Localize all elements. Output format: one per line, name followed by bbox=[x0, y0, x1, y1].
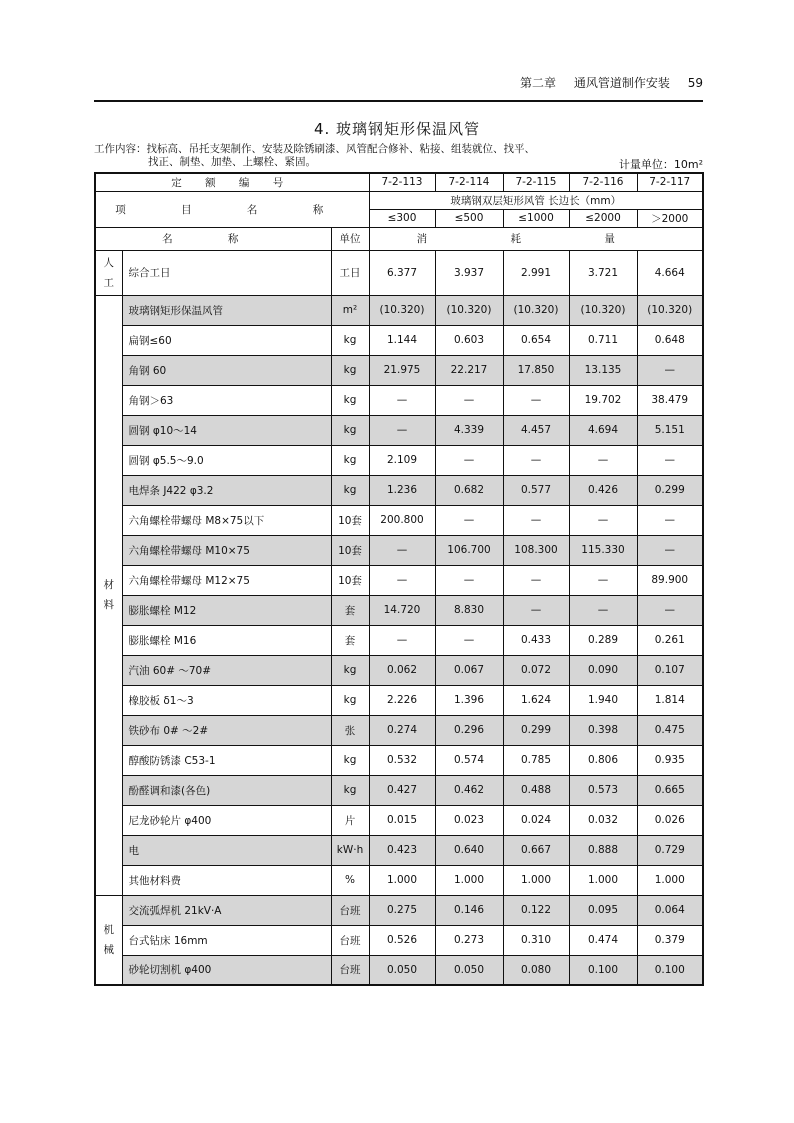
material-row bbox=[95, 385, 703, 415]
value-cell: 200.800 bbox=[369, 505, 435, 535]
value-cell: 1.000 bbox=[503, 865, 569, 895]
value-cell: 0.667 bbox=[503, 835, 569, 865]
page-number: 59 bbox=[687, 76, 703, 90]
material-row bbox=[95, 775, 703, 805]
value-cell: 0.299 bbox=[637, 475, 703, 505]
size-cell: ＞2000 bbox=[637, 209, 703, 227]
value-cell: 0.100 bbox=[569, 955, 637, 985]
item-name: 六角螺栓带螺母 M8×75以下 bbox=[122, 505, 331, 535]
value-cell: 0.122 bbox=[503, 895, 569, 925]
value-cell: 0.379 bbox=[637, 925, 703, 955]
material-row bbox=[95, 565, 703, 595]
value-cell: 3.721 bbox=[569, 250, 637, 295]
value-cell: — bbox=[637, 595, 703, 625]
item-name: 交流弧焊机 21kV·A bbox=[122, 895, 331, 925]
item-unit: 张 bbox=[331, 715, 369, 745]
value-cell: 0.296 bbox=[435, 715, 503, 745]
value-cell: 4.339 bbox=[435, 415, 503, 445]
value-cell: 0.573 bbox=[569, 775, 637, 805]
item-unit: kg bbox=[331, 445, 369, 475]
machine-row bbox=[95, 925, 703, 955]
value-cell: — bbox=[569, 595, 637, 625]
item-unit: 10套 bbox=[331, 535, 369, 565]
item-unit: 套 bbox=[331, 595, 369, 625]
value-cell: 1.000 bbox=[569, 865, 637, 895]
item-name: 电焊条 J422 φ3.2 bbox=[122, 475, 331, 505]
column-header-row bbox=[95, 227, 703, 250]
value-cell: 108.300 bbox=[503, 535, 569, 565]
item-unit: kg bbox=[331, 685, 369, 715]
value-cell: 0.064 bbox=[637, 895, 703, 925]
value-cell: 0.640 bbox=[435, 835, 503, 865]
value-cell: 4.664 bbox=[637, 250, 703, 295]
item-unit: 10套 bbox=[331, 565, 369, 595]
value-cell: 13.135 bbox=[569, 355, 637, 385]
material-row bbox=[95, 295, 703, 325]
item-name: 汽油 60# ～70# bbox=[122, 655, 331, 685]
value-cell: 0.275 bbox=[369, 895, 435, 925]
labor-row bbox=[95, 250, 703, 295]
item-unit: kg bbox=[331, 415, 369, 445]
value-cell: 38.479 bbox=[637, 385, 703, 415]
size-cell: ≤300 bbox=[369, 209, 435, 227]
material-row bbox=[95, 625, 703, 655]
value-cell: 0.023 bbox=[435, 805, 503, 835]
item-name: 铁砂布 0# ～2# bbox=[122, 715, 331, 745]
value-cell: (10.320) bbox=[435, 295, 503, 325]
item-unit: kg bbox=[331, 355, 369, 385]
value-cell: 0.062 bbox=[369, 655, 435, 685]
value-cell: 0.067 bbox=[435, 655, 503, 685]
item-name: 六角螺栓带螺母 M12×75 bbox=[122, 565, 331, 595]
value-cell: 3.937 bbox=[435, 250, 503, 295]
item-name: 砂轮切割机 φ400 bbox=[122, 955, 331, 985]
item-unit: % bbox=[331, 865, 369, 895]
machine-row bbox=[95, 955, 703, 985]
item-unit: kg bbox=[331, 655, 369, 685]
item-unit: 10套 bbox=[331, 505, 369, 535]
value-cell: 1.236 bbox=[369, 475, 435, 505]
value-cell: 0.532 bbox=[369, 745, 435, 775]
chapter-label: 第二章 bbox=[520, 76, 557, 90]
value-cell: 22.217 bbox=[435, 355, 503, 385]
value-cell: 0.289 bbox=[569, 625, 637, 655]
value-cell: 0.603 bbox=[435, 325, 503, 355]
value-cell: — bbox=[503, 565, 569, 595]
value-cell: 21.975 bbox=[369, 355, 435, 385]
value-cell: 0.665 bbox=[637, 775, 703, 805]
value-cell: — bbox=[637, 355, 703, 385]
value-cell: 1.000 bbox=[435, 865, 503, 895]
item-name: 橡胶板 δ1～3 bbox=[122, 685, 331, 715]
value-cell: 0.050 bbox=[369, 955, 435, 985]
item-name: 膨胀螺栓 M16 bbox=[122, 625, 331, 655]
value-cell: 2.226 bbox=[369, 685, 435, 715]
size-cell: ≤1000 bbox=[503, 209, 569, 227]
item-unit: kg bbox=[331, 325, 369, 355]
value-cell: 1.144 bbox=[369, 325, 435, 355]
item-name: 其他材料费 bbox=[122, 865, 331, 895]
value-cell: 0.935 bbox=[637, 745, 703, 775]
item-name: 六角螺栓带螺母 M10×75 bbox=[122, 535, 331, 565]
value-cell: 0.080 bbox=[503, 955, 569, 985]
value-cell: — bbox=[369, 565, 435, 595]
quota-code: 7-2-113 bbox=[369, 173, 435, 191]
item-unit: kg bbox=[331, 385, 369, 415]
value-cell: — bbox=[369, 415, 435, 445]
value-cell: 1.814 bbox=[637, 685, 703, 715]
value-cell: — bbox=[369, 625, 435, 655]
item-name: 电 bbox=[122, 835, 331, 865]
item-unit: 片 bbox=[331, 805, 369, 835]
header-rule bbox=[94, 100, 703, 102]
item-unit: 台班 bbox=[331, 925, 369, 955]
value-cell: — bbox=[435, 385, 503, 415]
value-cell: 0.273 bbox=[435, 925, 503, 955]
work-content-line-2: 找正、制垫、加垫、上螺栓、紧固。 bbox=[148, 156, 316, 168]
value-cell: 17.850 bbox=[503, 355, 569, 385]
item-name: 膨胀螺栓 M12 bbox=[122, 595, 331, 625]
value-cell: 0.072 bbox=[503, 655, 569, 685]
value-cell: — bbox=[569, 505, 637, 535]
value-cell: 0.100 bbox=[637, 955, 703, 985]
quota-code: 7-2-116 bbox=[569, 173, 637, 191]
material-row bbox=[95, 655, 703, 685]
value-cell: 2.991 bbox=[503, 250, 569, 295]
value-cell: 8.830 bbox=[435, 595, 503, 625]
machine-row bbox=[95, 895, 703, 925]
value-cell: (10.320) bbox=[637, 295, 703, 325]
value-cell: 0.299 bbox=[503, 715, 569, 745]
value-cell: — bbox=[503, 385, 569, 415]
col-name-header: 名 称 bbox=[95, 227, 331, 250]
value-cell: 0.682 bbox=[435, 475, 503, 505]
value-cell: 0.310 bbox=[503, 925, 569, 955]
value-cell: 0.474 bbox=[569, 925, 637, 955]
value-cell: 1.000 bbox=[637, 865, 703, 895]
value-cell: 0.024 bbox=[503, 805, 569, 835]
material-row bbox=[95, 715, 703, 745]
measurement-unit: 计量单位：10m² bbox=[618, 158, 703, 171]
value-cell: 14.720 bbox=[369, 595, 435, 625]
item-name: 酚醛调和漆(各色) bbox=[122, 775, 331, 805]
material-row bbox=[95, 535, 703, 565]
value-cell: (10.320) bbox=[569, 295, 637, 325]
value-cell: 0.785 bbox=[503, 745, 569, 775]
value-cell: 2.109 bbox=[369, 445, 435, 475]
value-cell: — bbox=[503, 505, 569, 535]
material-row bbox=[95, 595, 703, 625]
size-cell: ≤500 bbox=[435, 209, 503, 227]
item-unit: 工日 bbox=[331, 250, 369, 295]
value-cell: 0.146 bbox=[435, 895, 503, 925]
value-cell: 1.624 bbox=[503, 685, 569, 715]
value-cell: 0.090 bbox=[569, 655, 637, 685]
item-name: 综合工日 bbox=[122, 250, 331, 295]
quota-code-row bbox=[95, 173, 703, 191]
value-cell: 19.702 bbox=[569, 385, 637, 415]
material-row bbox=[95, 505, 703, 535]
material-row bbox=[95, 415, 703, 445]
value-cell: 0.274 bbox=[369, 715, 435, 745]
value-cell: 0.488 bbox=[503, 775, 569, 805]
value-cell: 0.015 bbox=[369, 805, 435, 835]
value-cell: — bbox=[503, 595, 569, 625]
value-cell: 106.700 bbox=[435, 535, 503, 565]
value-cell: 6.377 bbox=[369, 250, 435, 295]
item-unit: kg bbox=[331, 775, 369, 805]
labor-category: 人工 bbox=[95, 250, 122, 295]
machine-category: 机械 bbox=[95, 895, 122, 985]
value-cell: 0.433 bbox=[503, 625, 569, 655]
material-row bbox=[95, 475, 703, 505]
value-cell: 0.032 bbox=[569, 805, 637, 835]
value-cell: — bbox=[369, 385, 435, 415]
value-cell: 0.574 bbox=[435, 745, 503, 775]
value-cell: 0.423 bbox=[369, 835, 435, 865]
quota-table bbox=[94, 172, 704, 986]
value-cell: 0.398 bbox=[569, 715, 637, 745]
item-name: 玻璃钢矩形保温风管 bbox=[122, 295, 331, 325]
quota-code: 7-2-117 bbox=[637, 173, 703, 191]
value-cell: 0.475 bbox=[637, 715, 703, 745]
material-row bbox=[95, 865, 703, 895]
value-cell: 1.940 bbox=[569, 685, 637, 715]
value-cell: 0.577 bbox=[503, 475, 569, 505]
value-cell: 1.396 bbox=[435, 685, 503, 715]
item-name: 醇酸防锈漆 C53-1 bbox=[122, 745, 331, 775]
item-name-label: 项 目 名 称 bbox=[95, 191, 369, 227]
item-name: 角钢＞63 bbox=[122, 385, 331, 415]
value-cell: — bbox=[569, 445, 637, 475]
material-row bbox=[95, 745, 703, 775]
item-unit: m² bbox=[331, 295, 369, 325]
work-content bbox=[94, 143, 703, 169]
item-unit: 台班 bbox=[331, 895, 369, 925]
material-row bbox=[95, 325, 703, 355]
value-cell: 0.095 bbox=[569, 895, 637, 925]
value-cell: — bbox=[435, 565, 503, 595]
item-name: 圆钢 φ5.5～9.0 bbox=[122, 445, 331, 475]
item-name: 台式钻床 16mm bbox=[122, 925, 331, 955]
item-unit: kg bbox=[331, 745, 369, 775]
item-unit: 台班 bbox=[331, 955, 369, 985]
item-name: 尼龙砂轮片 φ400 bbox=[122, 805, 331, 835]
item-name: 扁钢≤60 bbox=[122, 325, 331, 355]
item-unit: 套 bbox=[331, 625, 369, 655]
item-name: 圆钢 φ10～14 bbox=[122, 415, 331, 445]
material-row bbox=[95, 835, 703, 865]
value-cell: 89.900 bbox=[637, 565, 703, 595]
col-consumption-header: 消 耗 量 bbox=[369, 227, 703, 250]
value-cell: 0.711 bbox=[569, 325, 637, 355]
material-row bbox=[95, 685, 703, 715]
item-unit: kg bbox=[331, 475, 369, 505]
value-cell: — bbox=[637, 445, 703, 475]
chapter-title: 通风管道制作安装 bbox=[573, 76, 670, 90]
section-title: 4. 玻璃钢矩形保温风管 bbox=[313, 120, 481, 138]
value-cell: 5.151 bbox=[637, 415, 703, 445]
value-cell: 115.330 bbox=[569, 535, 637, 565]
item-name: 角钢 60 bbox=[122, 355, 331, 385]
value-cell: 0.026 bbox=[637, 805, 703, 835]
value-cell: — bbox=[637, 535, 703, 565]
page-header bbox=[94, 74, 703, 98]
quota-label: 定 额 编 号 bbox=[95, 173, 369, 191]
material-row bbox=[95, 805, 703, 835]
value-cell: 0.462 bbox=[435, 775, 503, 805]
value-cell: — bbox=[435, 625, 503, 655]
item-desc-row bbox=[95, 191, 703, 209]
item-description: 玻璃钢双层矩形风管 长边长（mm） bbox=[369, 191, 703, 209]
value-cell: 0.526 bbox=[369, 925, 435, 955]
value-cell: 0.654 bbox=[503, 325, 569, 355]
value-cell: 0.107 bbox=[637, 655, 703, 685]
material-category: 材料 bbox=[95, 295, 122, 895]
value-cell: 0.050 bbox=[435, 955, 503, 985]
work-content-line-1: 工作内容：找标高、吊托支架制作、安装及除锈刷漆、风管配合修补、粘接、组装就位、找平、 bbox=[94, 143, 535, 155]
value-cell: — bbox=[637, 505, 703, 535]
value-cell: 0.729 bbox=[637, 835, 703, 865]
value-cell: 0.806 bbox=[569, 745, 637, 775]
material-row bbox=[95, 445, 703, 475]
value-cell: — bbox=[369, 535, 435, 565]
value-cell: 0.427 bbox=[369, 775, 435, 805]
value-cell: 1.000 bbox=[369, 865, 435, 895]
value-cell: — bbox=[569, 565, 637, 595]
quota-code: 7-2-115 bbox=[503, 173, 569, 191]
value-cell: (10.320) bbox=[369, 295, 435, 325]
value-cell: 0.261 bbox=[637, 625, 703, 655]
material-row bbox=[95, 355, 703, 385]
value-cell: 4.694 bbox=[569, 415, 637, 445]
value-cell: — bbox=[503, 445, 569, 475]
size-cell: ≤2000 bbox=[569, 209, 637, 227]
value-cell: (10.320) bbox=[503, 295, 569, 325]
quota-code: 7-2-114 bbox=[435, 173, 503, 191]
value-cell: — bbox=[435, 505, 503, 535]
value-cell: 0.426 bbox=[569, 475, 637, 505]
value-cell: — bbox=[435, 445, 503, 475]
item-unit: kW·h bbox=[331, 835, 369, 865]
col-unit-header: 单位 bbox=[331, 227, 369, 250]
value-cell: 4.457 bbox=[503, 415, 569, 445]
value-cell: 0.888 bbox=[569, 835, 637, 865]
value-cell: 0.648 bbox=[637, 325, 703, 355]
